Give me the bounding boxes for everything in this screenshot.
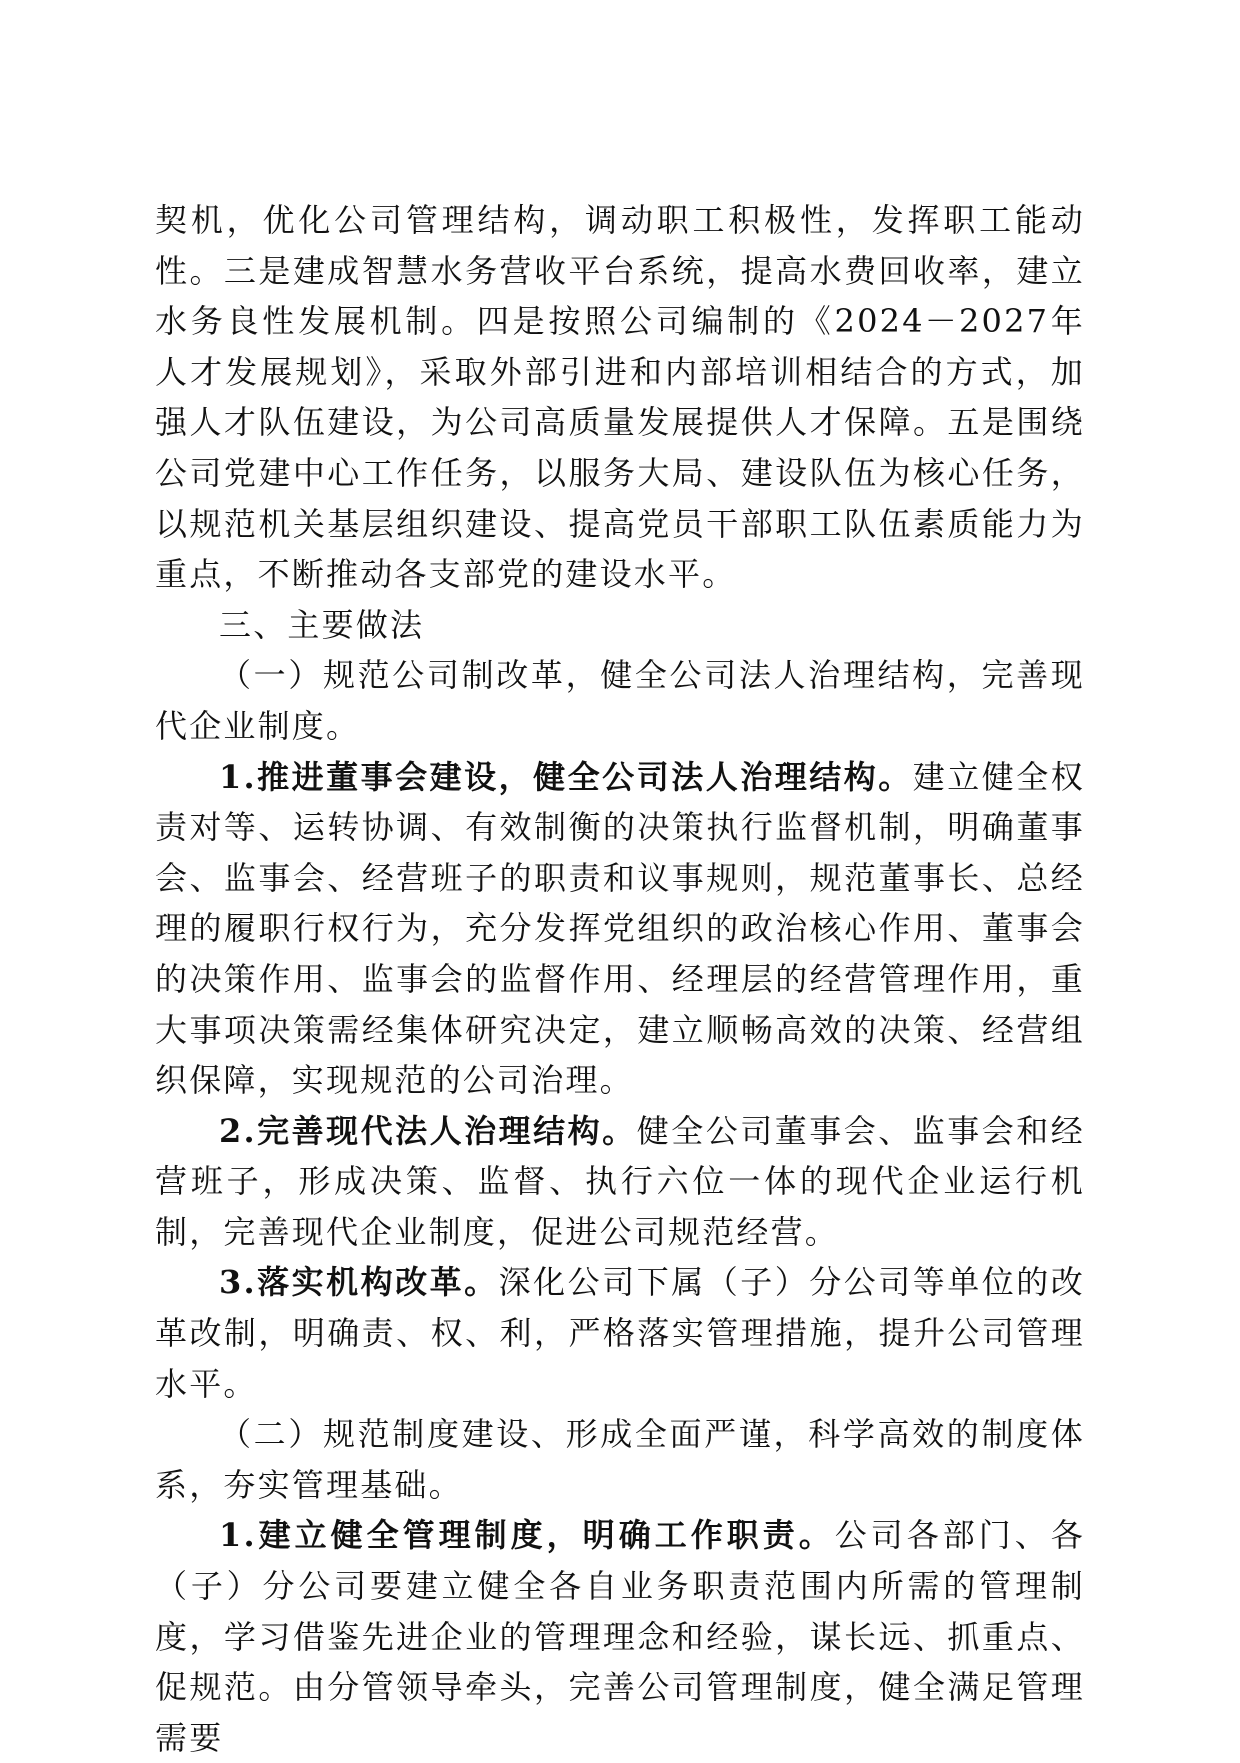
document-body [155, 195, 1085, 1763]
item-text: 公司各部门、各（子）分公司要建立健全各自业务职责范围内所需的管理制度，学习借鉴先进企业的管理理念和经验，谋长远、抓重点、促规范。由分管领导牵头，完善公司管理制度，健全满足管理需要 [155, 1516, 1085, 1757]
item-text: 健全公司董事会、监事会和经营班子，形成决策、监督、执行六位一体的现代企业运行机制，完善现代企业制度，促进公司规范经营。 [155, 1111, 1085, 1251]
subsection-heading-2 [155, 1409, 1085, 1510]
paragraph-item-1-1 [155, 752, 1085, 1106]
heading-text: （二）规范制度建设、形成全面严谨，科学高效的制度体系，夯实管理基础。 [155, 1415, 1085, 1504]
item-lead: 2.完善现代法人治理结构。 [219, 1111, 637, 1150]
subsection-heading-1 [155, 650, 1085, 751]
item-lead: 1.推进董事会建设，健全公司法人治理结构。 [219, 757, 913, 796]
item-text: 建立健全权责对等、运转协调、有效制衡的决策执行监督机制，明确董事会、监事会、经营班子的职责和议事规则，规范董事长、总经理的履职行权行为，充分发挥党组织的政治核心作用、董事会的决策作用、监事会的监督作用、经理层的经营管理作用，重大事项决策需经集体研究决定，建立顺畅高效的决策、经营组织保障，实现规范的公司治理。 [155, 757, 1085, 1100]
paragraph-item-2-1 [155, 1510, 1085, 1763]
item-lead: 1.建立健全管理制度，明确工作职责。 [219, 1516, 835, 1555]
paragraph-continuation [155, 195, 1085, 600]
paragraph-item-1-2 [155, 1106, 1085, 1258]
heading-text: 三、主要做法 [219, 605, 425, 644]
section-heading-main-practices [155, 600, 1085, 651]
heading-text: （一）规范公司制改革，健全公司法人治理结构，完善现代企业制度。 [155, 656, 1085, 745]
paragraph-text: 契机，优化公司管理结构，调动职工积极性，发挥职工能动性。三是建成智慧水务营收平台系统，提高水费回收率，建立水务良性发展机制。四是按照公司编制的《2024－2027年人才发展规划》，采取外部引进和内部培训相结合的方式，加强人才队伍建设，为公司高质量发展提供人才保障。五是围绕公司党建中心工作任务，以服务大局、建设队伍为核心任务，以规范机关基层组织建设、提高党员干部职工队伍素质能力为重点，不断推动各支部党的建设水平。 [155, 201, 1085, 594]
item-text: 深化公司下属（子）分公司等单位的改革改制，明确责、权、利，严格落实管理措施，提升公司管理水平。 [155, 1263, 1085, 1403]
paragraph-item-1-3 [155, 1257, 1085, 1409]
item-lead: 3.落实机构改革。 [219, 1263, 499, 1302]
